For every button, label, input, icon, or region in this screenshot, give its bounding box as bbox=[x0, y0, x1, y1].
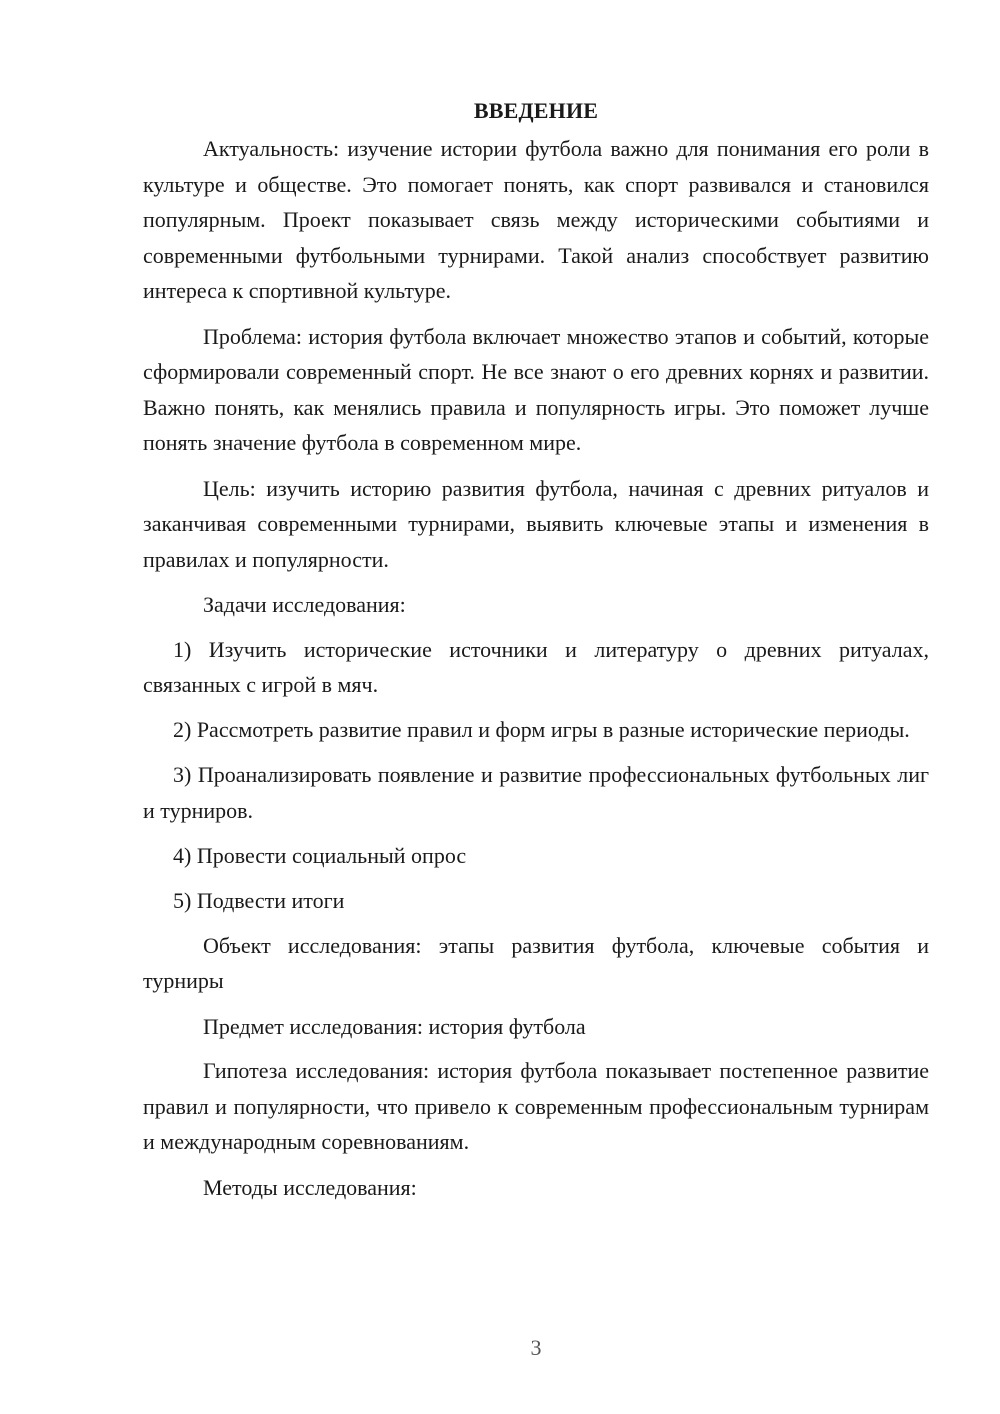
tasks-list bbox=[143, 632, 929, 919]
methods-heading: Методы исследования: bbox=[203, 1174, 417, 1200]
document-page bbox=[143, 96, 929, 1215]
section-title: ВВЕДЕНИЕ bbox=[473, 98, 599, 123]
relevance-paragraph: Актуальность: изучение истории футбола важно для понимания его роли в культуре и обществе. Это помогает понять, как спорт развивался и становился популярным. Проект показывает связь между историческими событиями и современными футбольными турнирами. Такой анализ способствует развитию интереса к спортивной культуре. bbox=[143, 136, 929, 303]
tasks-heading: Задачи исследования: bbox=[203, 592, 406, 617]
page-number: 3 bbox=[530, 1335, 542, 1360]
subject-paragraph: Предмет исследования: история футбола bbox=[203, 1013, 586, 1039]
object-paragraph: Объект исследования: этапы развития футбола, ключевые события и турниры bbox=[143, 932, 929, 993]
task-item: 5) Подвести итоги bbox=[173, 887, 345, 913]
task-item: 1) Изучить исторические источники и литературу о древних ритуалах, связанных с игрой в мяч. bbox=[143, 636, 929, 697]
task-item: 4) Провести социальный опрос bbox=[173, 842, 467, 868]
hypothesis-paragraph: Гипотеза исследования: история футбола показывает постепенное развитие правил и популярности, что привело к современным профессиональным турнирам и международным соревнованиям. bbox=[143, 1058, 929, 1154]
task-item: 2) Рассмотреть развитие правил и форм игры в разные исторические периоды. bbox=[173, 717, 910, 742]
goal-paragraph: Цель: изучить историю развития футбола, начиная с древних ритуалов и заканчивая современными турнирами, выявить ключевые этапы и изменения в правилах и популярности. bbox=[143, 475, 929, 572]
problem-paragraph: Проблема: история футбола включает множество этапов и событий, которые сформировали современный спорт. Не все знают о его древних корнях и развитии. Важно понять, как менялись правила и популярность игры. Это поможет лучше понять значение футбола в современном мире. bbox=[143, 323, 929, 455]
task-item: 3) Проанализировать появление и развитие профессиональных футбольных лиг и турниров. bbox=[143, 762, 929, 823]
